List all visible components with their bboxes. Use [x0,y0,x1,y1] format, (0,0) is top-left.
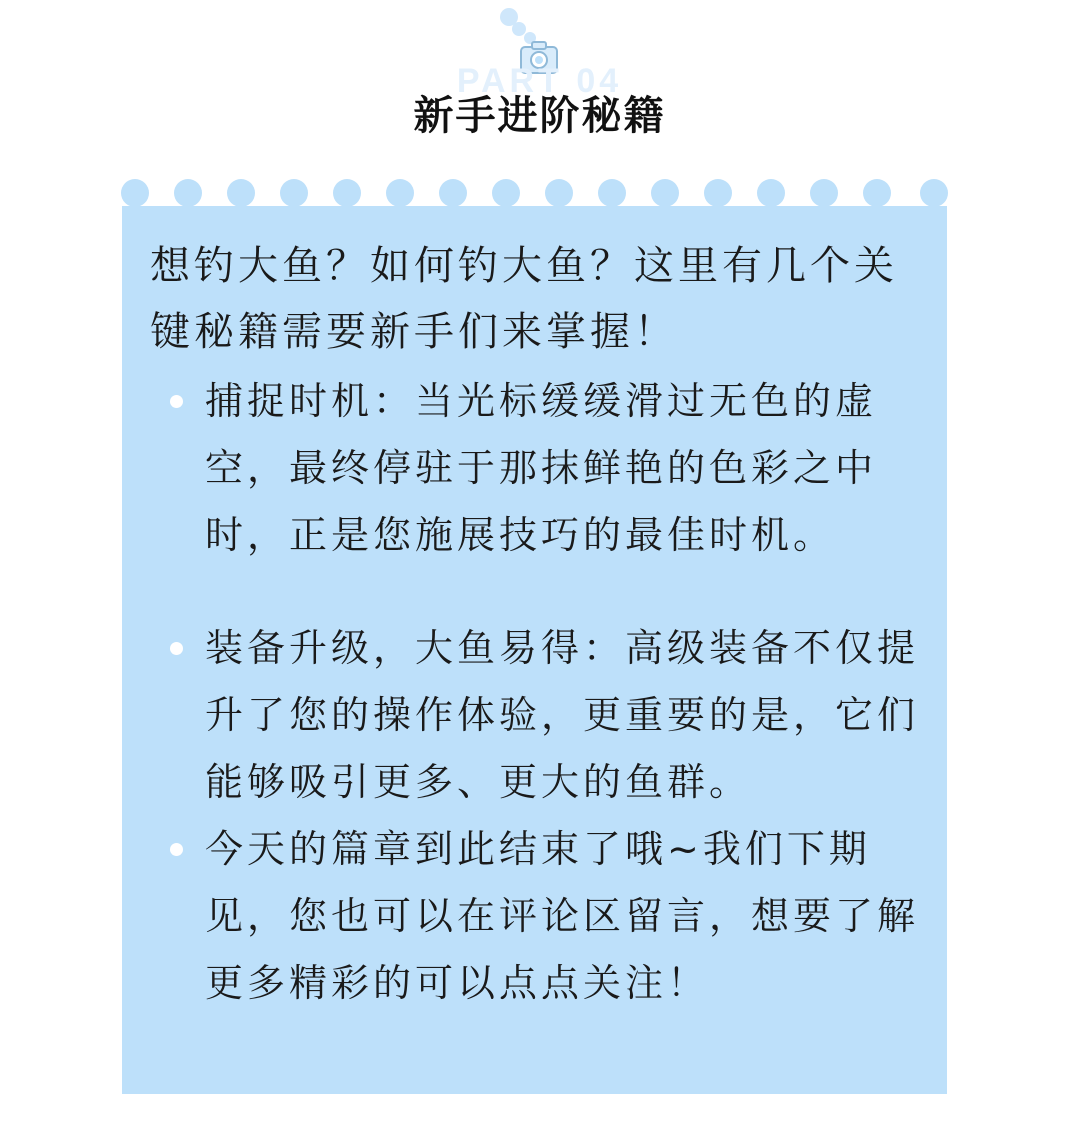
list-item [150,615,930,816]
tip-text: 捕捉时机：当光标缓缓滑过无色的虚空，最终停驻于那抹鲜艳的色彩之中时，正是您施展技巧的最佳时机。 [205,379,878,557]
bullet-icon [170,642,183,655]
list-item [150,816,930,1017]
header [0,0,1079,170]
tip-text: 今天的篇章到此结束了哦~我们下期见，您也可以在评论区留言，想要了解更多精彩的可以点点关注！ [205,827,920,1005]
scalloped-edge [122,179,947,209]
part-label: PART 04 [456,62,623,100]
tip-list [150,368,930,1017]
tip-text: 装备升级，大鱼易得：高级装备不仅提升了您的操作体验，更重要的是，它们能够吸引更多、更大的鱼群。 [205,626,920,804]
bullet-icon [170,395,183,408]
page-title: 新手进阶秘籍 [413,93,666,139]
list-item [150,368,930,569]
intro-text: 想钓大鱼？如何钓大鱼？这里有几个关键秘籍需要新手们来掌握！ [150,243,898,355]
bullet-icon [170,843,183,856]
